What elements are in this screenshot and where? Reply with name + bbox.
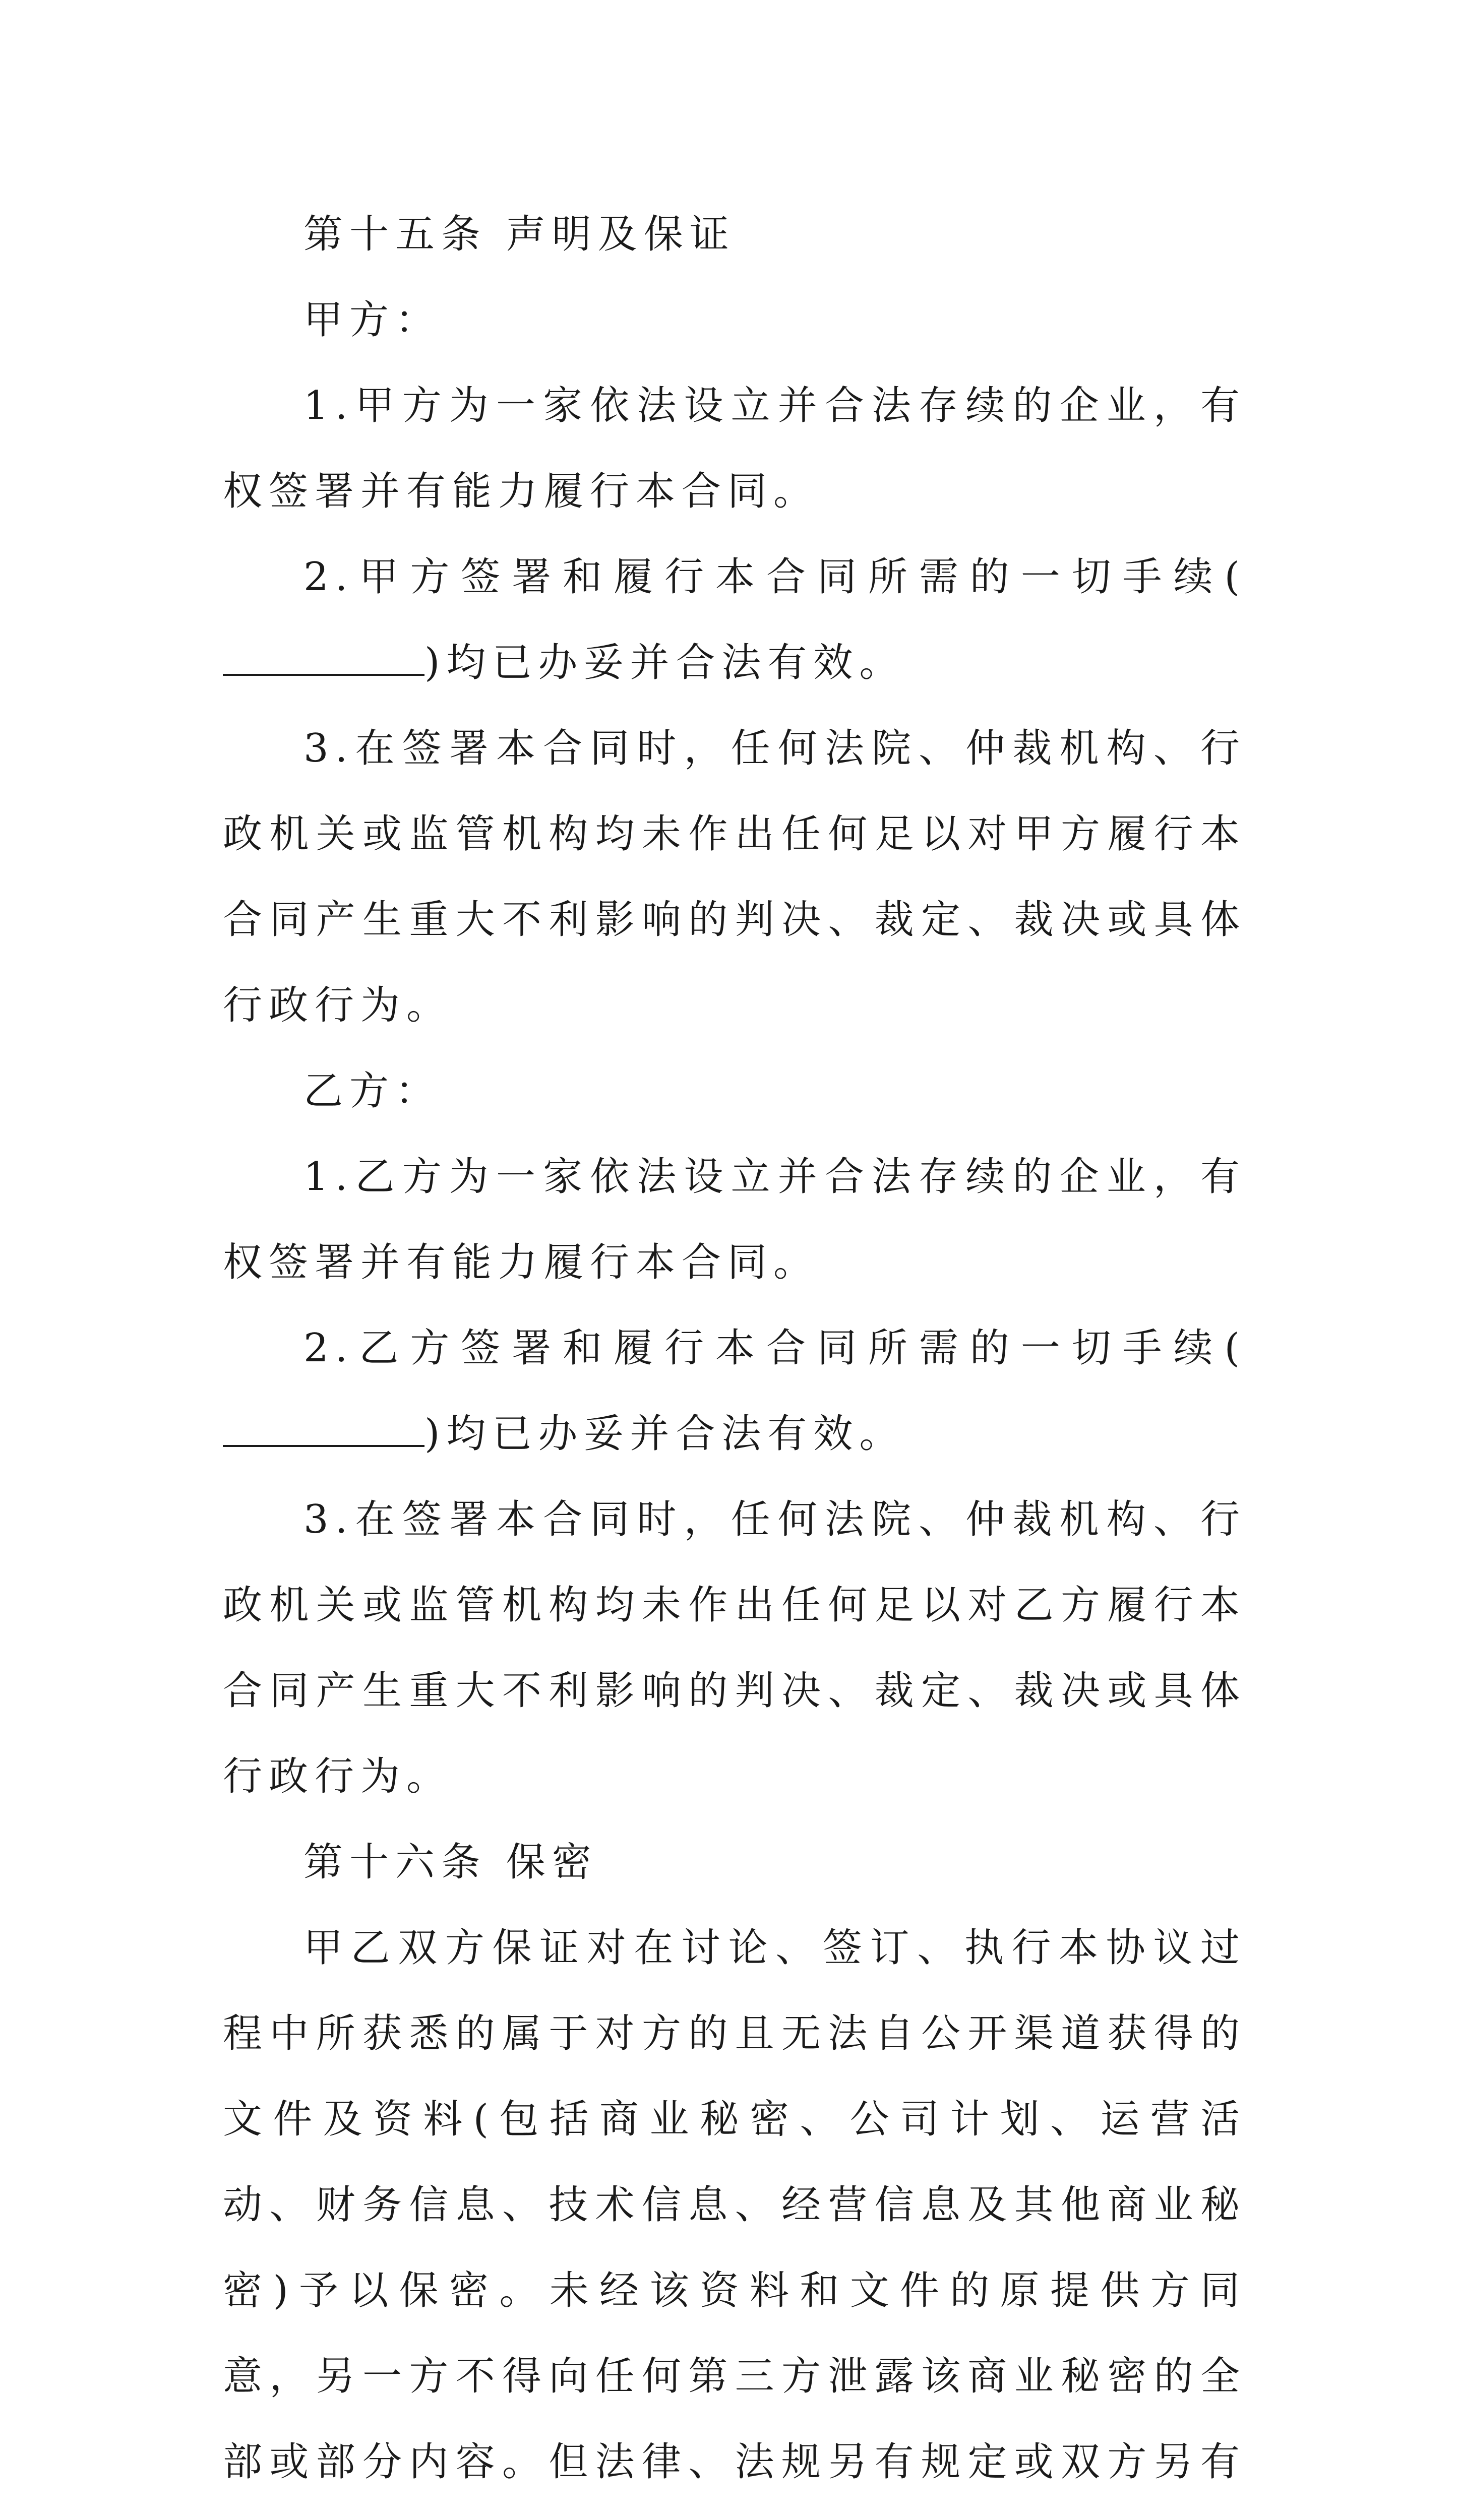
party-b-clause-3: 3.在签署本合同时，任何法院、仲裁机构、行政机关或监管机构均未作出任何足以对乙方履行本合同产生重大不利影响的判决、裁定、裁决或具体行政行为。 — [223, 1497, 1246, 1799]
party-a-clause-2-text-post: )均已办妥并合法有效。 — [424, 640, 905, 685]
party-a-clause-1: 1.甲方为一家依法设立并合法存续的企业，有权签署并有能力履行本合同。 — [223, 383, 1246, 514]
party-b-clause-1: 1.乙方为一家依法设立并合法存续的企业，有权签署并有能力履行本合同。 — [223, 1154, 1246, 1285]
article-16-title: 第十六条 保密 — [303, 1840, 598, 1885]
party-a-label: 甲方： — [303, 297, 442, 343]
party-a-clause-2 — [223, 534, 1246, 706]
party-a-procedures-blank — [223, 636, 424, 676]
party-b-label: 乙方： — [303, 1068, 442, 1114]
party-a-clause-3: 3.在签署本合同时，任何法院、仲裁机构、行政机关或监管机构均未作出任何足以对甲方履行本合同产生重大不利影响的判决、裁定、裁决或具体行政行为。 — [223, 726, 1246, 1028]
article-16-body: 甲乙双方保证对在讨论、签订、执行本协议过程中所获悉的属于对方的且无法自公开渠道获得的文件及资料(包括商业秘密、公司计划、运营活动、财务信息、技术信息、经营信息及其他商业秘密)予以保密。未经该资料和文件的原提供方同意，另一方不得向任何第三方泄露该商业秘密的全部或部分内容。但法律、法规另有规定或双方另有 — [223, 1925, 1246, 2485]
party-a-clause-2-text-pre: 2.甲方签署和履行本合同所需的一切手续( — [303, 554, 1246, 600]
party-b-clause-2-text-post: )均已办妥并合法有效。 — [424, 1411, 905, 1457]
party-b-clause-2-text-pre: 2.乙方签署和履行本合同所需的一切手续( — [303, 1326, 1246, 1371]
party-b-procedures-blank — [223, 1407, 424, 1447]
document-body — [223, 192, 1246, 2520]
article-15-title: 第十五条 声明及保证 — [303, 212, 736, 257]
party-b-clause-2 — [223, 1305, 1246, 1477]
